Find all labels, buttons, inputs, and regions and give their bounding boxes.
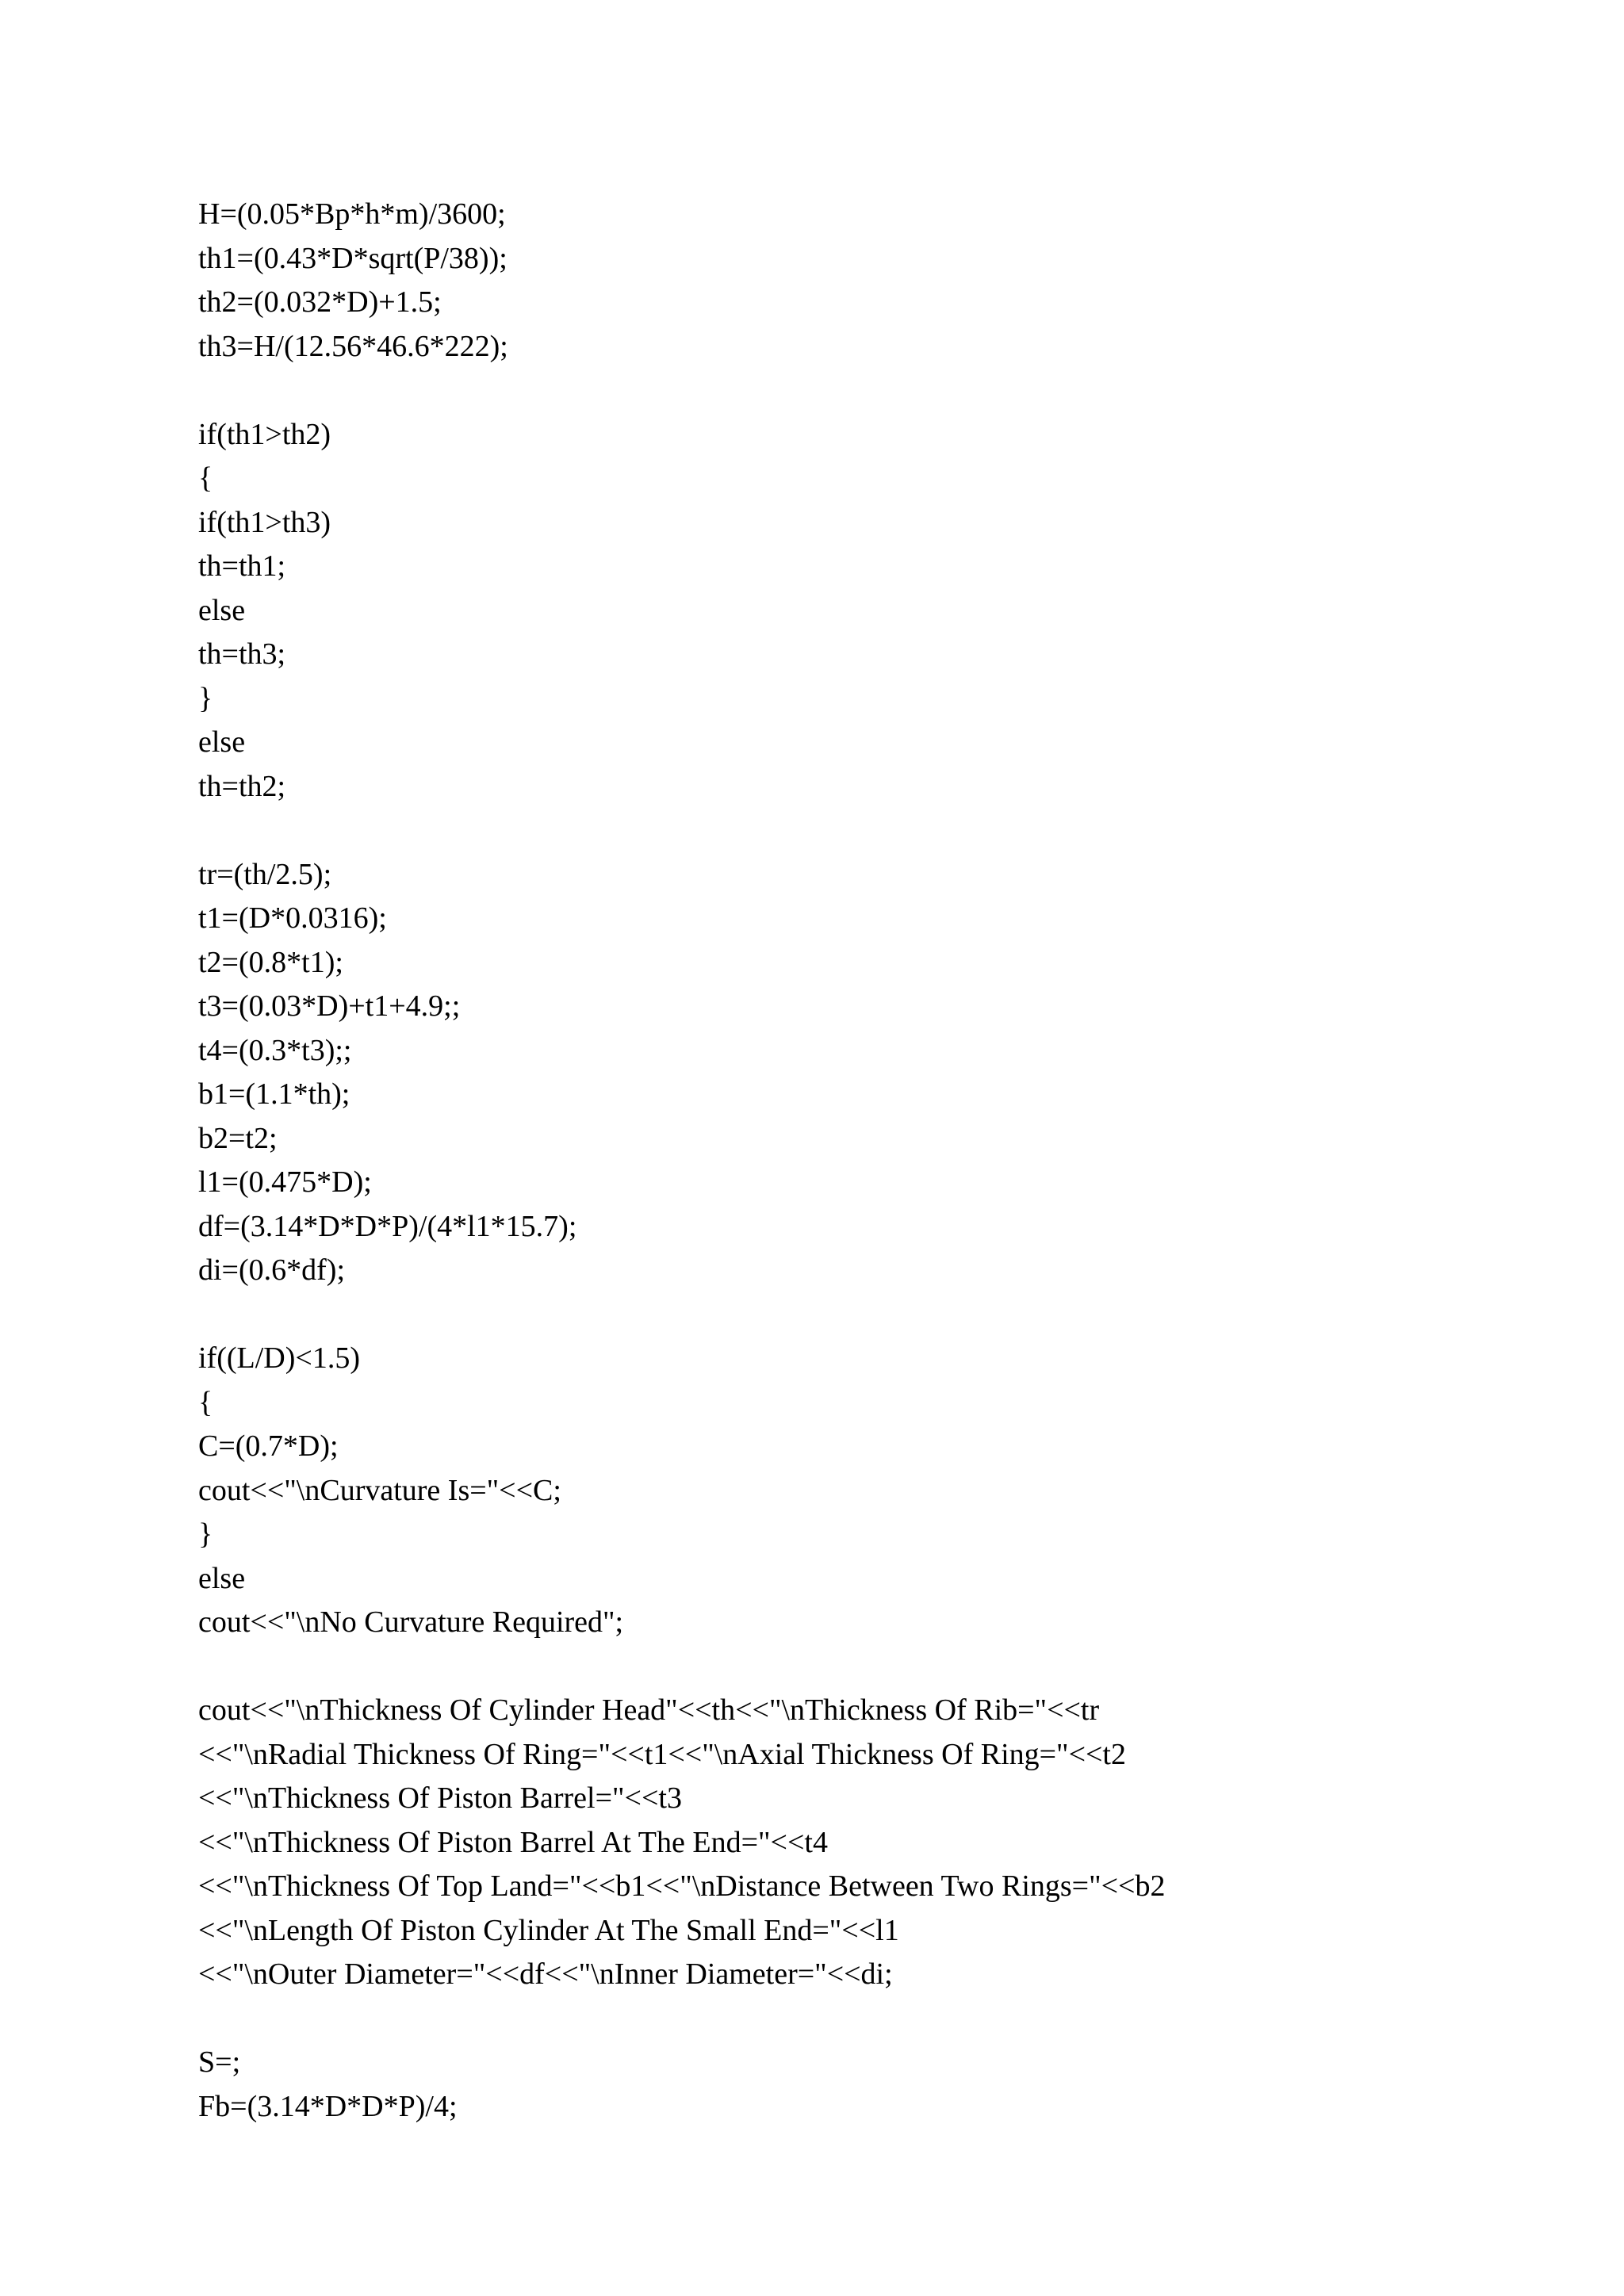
code-line: t3=(0.03*D)+t1+4.9;; bbox=[198, 989, 461, 1023]
code-line: C=(0.7*D); bbox=[198, 1429, 339, 1463]
code-line: } bbox=[198, 681, 213, 715]
code-line: { bbox=[198, 1385, 213, 1419]
code-line: b2=t2; bbox=[198, 1121, 278, 1155]
code-line: else bbox=[198, 593, 246, 627]
code-line: df=(3.14*D*D*P)/(4*l1*15.7); bbox=[198, 1209, 577, 1243]
code-line: if(th1>th2) bbox=[198, 417, 331, 451]
code-line: S=; bbox=[198, 2045, 241, 2079]
code-line: } bbox=[198, 1517, 213, 1551]
code-line: di=(0.6*df); bbox=[198, 1253, 346, 1287]
code-line: cout<<"\nCurvature Is="<<C; bbox=[198, 1473, 561, 1507]
code-line: if(th1>th3) bbox=[198, 505, 331, 539]
code-line: { bbox=[198, 461, 213, 495]
blank-line bbox=[198, 1645, 1546, 1689]
code-line: else bbox=[198, 725, 246, 759]
code-line: <<"\nLength Of Piston Cylinder At The Small End="<<l1 bbox=[198, 1913, 899, 1947]
code-listing bbox=[198, 193, 1546, 2129]
code-line: <<"\nThickness Of Piston Barrel="<<t3 bbox=[198, 1781, 682, 1815]
code-line: cout<<"\nNo Curvature Required"; bbox=[198, 1605, 624, 1639]
code-line: b1=(1.1*th); bbox=[198, 1077, 350, 1111]
code-line: if((L/D)<1.5) bbox=[198, 1341, 360, 1375]
code-line: th=th2; bbox=[198, 769, 286, 803]
code-line: cout<<"\nThickness Of Cylinder Head"<<th<<"\nThickness Of Rib="<<tr bbox=[198, 1693, 1100, 1727]
code-line: t4=(0.3*t3);; bbox=[198, 1033, 352, 1067]
blank-line bbox=[198, 369, 1546, 413]
code-line: t1=(D*0.0316); bbox=[198, 901, 387, 935]
code-line: th3=H/(12.56*46.6*222); bbox=[198, 329, 508, 363]
code-line: else bbox=[198, 1561, 246, 1595]
code-line: tr=(th/2.5); bbox=[198, 857, 332, 891]
code-line: <<"\nOuter Diameter="<<df<<"\nInner Diameter="<<di; bbox=[198, 1957, 893, 1991]
code-line: l1=(0.475*D); bbox=[198, 1165, 372, 1199]
code-line: <<"\nThickness Of Piston Barrel At The End="<<t4 bbox=[198, 1825, 828, 1859]
code-line: th1=(0.43*D*sqrt(P/38)); bbox=[198, 241, 508, 275]
code-line: th2=(0.032*D)+1.5; bbox=[198, 285, 442, 319]
code-line: <<"\nThickness Of Top Land="<<b1<<"\nDistance Between Two Rings="<<b2 bbox=[198, 1869, 1166, 1903]
code-line: H=(0.05*Bp*h*m)/3600; bbox=[198, 197, 506, 231]
code-line: <<"\nRadial Thickness Of Ring="<<t1<<"\nAxial Thickness Of Ring="<<t2 bbox=[198, 1737, 1126, 1771]
code-line: Fb=(3.14*D*D*P)/4; bbox=[198, 2089, 458, 2123]
blank-line bbox=[198, 1293, 1546, 1337]
blank-line bbox=[198, 1997, 1546, 2042]
code-line: th=th3; bbox=[198, 637, 286, 671]
code-line: t2=(0.8*t1); bbox=[198, 945, 343, 979]
blank-line bbox=[198, 809, 1546, 853]
code-line: th=th1; bbox=[198, 549, 286, 583]
